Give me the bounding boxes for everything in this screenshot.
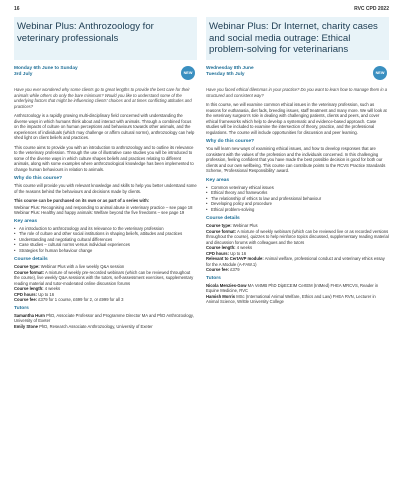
list-item: • An introduction to anthrozoology and its relevance to the veterinary profession: [14, 226, 197, 232]
course-title: Webinar Plus: Anthrozoology for veterinary professionals: [17, 21, 154, 44]
why-text: This course will provide you with relevant knowledge and skills to help you better understand some of the reasons behind the behaviours and decisions made by clients.: [14, 183, 197, 194]
tutor-entry: Emily Stone PhD, Research Associate Anthrozoology, University of Exeter: [14, 323, 153, 329]
series-item: Webinar Plus: Recognising and responding to animal abuse in veterinary practice – see page 18: [14, 204, 193, 210]
date-row: [14, 66, 197, 81]
list-item: • The role of culture and other social institutions in shaping beliefs, attitudes and practices: [14, 231, 197, 237]
section-heading-why: Why do this course?: [14, 176, 63, 181]
section-heading-tutors: Tutors: [206, 275, 221, 281]
course-title-box: [14, 17, 197, 60]
detail-course-format: Course format: A mixture of weekly pre-recorded webinars (which can be reviewed throughout the course), live weekly Q&A sessions with the tutors, self-assessment exercises, supplementary reading material and tutor-moderated online discussion forums: [14, 269, 194, 286]
why-text: You will learn new ways of examining ethical issues, and how to develop responses that are consistent with the values of the profession and the individuals concerned. In this challenging profession, feeling confident that you have made the best possible decision is good for both our clients and our own wellbeing. This course can contribute points to the RCVS Practice Standards Scheme, 'Professional Responsibility' award.: [206, 146, 386, 173]
detail-course-format: Course format: A mixture of weekly webinars (which can be reviewed live or as recorded versions throughout the course), quizzes to help reinforce topics discussed, supplementary reading material and discussion forums with colleagues and the tutors: [206, 228, 389, 245]
key-areas-list: [206, 185, 389, 213]
detail-course-type: Course type: Webinar Plus: [206, 223, 258, 228]
series-heading: This course can be purchased on its own or as part of a series with:: [14, 198, 150, 203]
detail-course-fee: Course fee: £379: [206, 267, 240, 272]
detail-course-type: Course type: Webinar Plus with a live weekly Q&A session: [14, 264, 125, 269]
section-heading-course-details: Course details: [206, 216, 240, 221]
key-areas-list: [14, 226, 197, 254]
tutor-entry: Samantha Hurn PhD, Associate Professor and Programme Director MA and PhD Anthrozoology, University of Exeter: [14, 312, 194, 323]
date-row: [206, 66, 389, 81]
list-item: • Developing policy and procedure: [206, 201, 389, 207]
detail-cpd-hours: CPD hours: Up to 16: [14, 291, 55, 297]
course-date: Monday 6th June to Sunday 3rd July: [14, 66, 78, 77]
course-paragraph: This course aims to provide you with an introduction to anthrozoology and to outline its relevance to the veterinary profession. Through the use of illustrative case studies you will be introduced to some of the diverse ways in which culture shapes beliefs and practices relating to different animals, along with some examples where anthrozoological knowledge has been implemented to change human behaviours in relation to animals.: [14, 144, 194, 172]
course-intro: Have you faced ethical dilemmas in your practice? Do you want to learn how to manage them in a structured and consistent way?: [206, 87, 388, 98]
course-paragraph: In this course, we will examine common ethical issues in the veterinary profession, such as reasons for euthanasia, diet fads, breeding issues, staff treatment and many more. We will look at the veterinary surgeon's role in dealing with challenging patients, clients and peers, and cover ethical frameworks which help to develop a systematic and evidence-based approach. Case studies will be included to examine the intersection of theory, practice, and the professional regulations. The course will include opportunities for discussion and peer learning.: [206, 102, 387, 135]
detail-course-length: Course length: 4 weeks: [14, 286, 61, 291]
detail-cpd-hours: CPD hours: Up to 16: [206, 250, 247, 256]
section-heading-key-areas: Key areas: [206, 177, 230, 183]
list-item: • The relationship of ethics to law and professional behaviour: [206, 196, 389, 202]
section-heading-tutors: Tutors: [14, 305, 29, 311]
publication-tag: RVC CPD 2022: [354, 6, 389, 12]
list-item: • Strategies for human behaviour change: [14, 248, 197, 254]
tutor-entry: Hamish Morris MSc (International Animal Welfare, Ethics and Law) FHEA RVN, Lecturer in Animal Science, Writtle University College: [206, 293, 376, 304]
page-header: [0, 0, 403, 16]
list-item: • Ethical problem-solving: [206, 207, 389, 213]
list-item: • Common veterinary ethical issues: [206, 185, 389, 191]
course-title: Webinar Plus: Dr Internet, charity cases and social media outrage: Ethical problem-solving for veterinarians: [209, 21, 378, 55]
course-date: Wednesday 8th June Tuesday 5th July: [206, 66, 254, 77]
course-ethics: [206, 17, 389, 305]
detail-course-length: Course length: 4 weeks: [206, 245, 253, 250]
section-heading-key-areas: Key areas: [14, 218, 38, 224]
new-badge: NEW: [373, 66, 387, 80]
section-heading-course-details: Course details: [14, 257, 48, 262]
new-badge: NEW: [181, 66, 195, 80]
page-number: 16: [14, 6, 20, 12]
tutor-entry: Nicola Menzies-Gow MA VetMB PhD DipECEIM CertEM (IntMed) FHEA MRCVS, Reader in Equine Medicine, RVC: [206, 282, 379, 293]
series-item: Webinar Plus: Healthy and happy animals: Welfare beyond the five freedoms – see page 19: [14, 210, 185, 215]
course-paragraph: Anthrozoology is a rapidly growing multi-disciplinary field concerned with understanding the diverse ways in which humans think about and interact with animals. Through a combined focus on the impacts of culture on human perceptions and behaviours towards other animals, and the experiences of individuals (which may challenge or affirm cultural norms), anthrozoology can help shed light on client beliefs and practices.: [14, 113, 195, 140]
list-item: • Case studies – cultural norms versus individual experiences: [14, 242, 197, 248]
section-heading-why: Why do this course?: [206, 139, 255, 144]
course-intro: Have you ever wondered why some clients go to great lengths to provide the best care for their animals while others do only the bare minimum? Would you like to understand some of the underlying factors that might be influencing clients' choices and at times conflicting attitudes and practices?: [14, 87, 192, 109]
course-title-box: [206, 17, 389, 60]
detail-certavp-module: Relevant to CertAVP module: Animal welfare, professional conduct and veterinary ethics essay for the A Module (A-FAW.1): [206, 256, 385, 267]
course-anthrozoology: [14, 17, 197, 329]
detail-course-fee: Course fee: £379 for 1 course, £699 for 2, or £999 for all 3: [14, 297, 124, 302]
list-item: • Understanding and negotiating cultural differences: [14, 237, 197, 243]
list-item: • Ethical theory and frameworks: [206, 190, 389, 196]
